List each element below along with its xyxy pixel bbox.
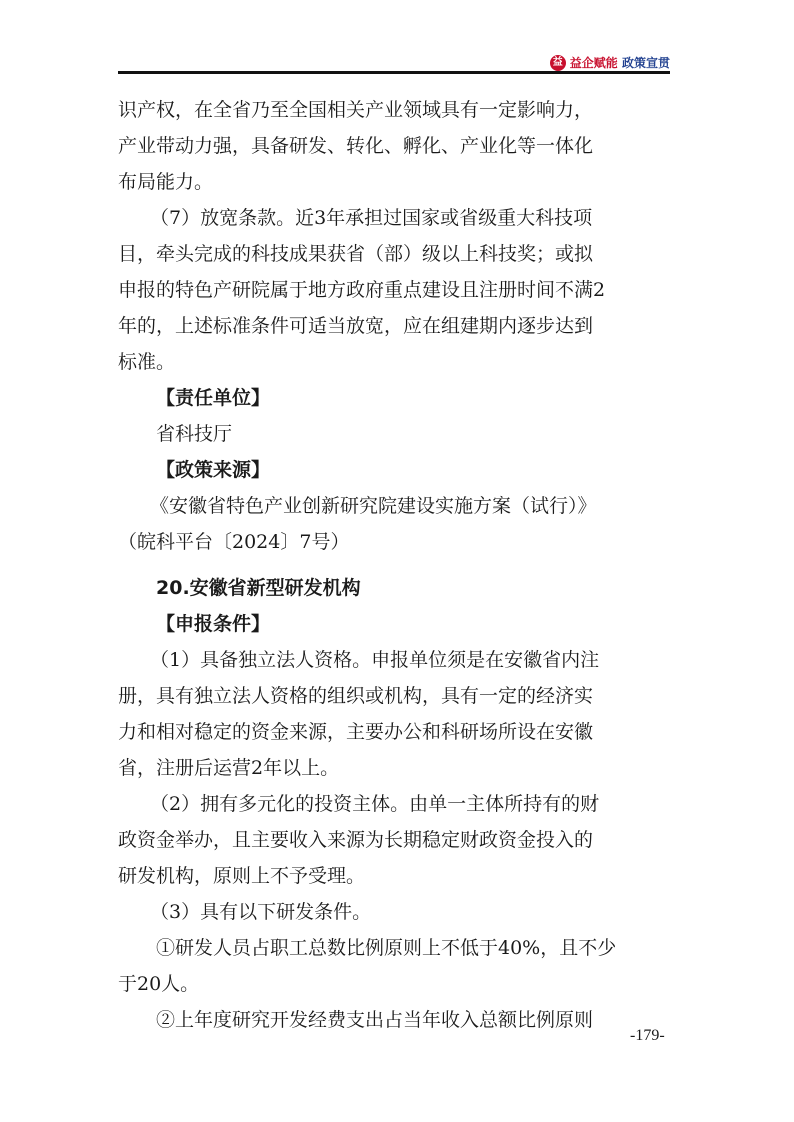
paragraph-line: 申报的特色产研院属于地方政府重点建设且注册时间不满2 — [118, 279, 606, 301]
responsible-unit: 省科技厅 — [156, 423, 233, 445]
policy-source: 《安徽省特色产业创新研究院建设实施方案（试行）》 — [150, 495, 597, 517]
brand-tagline: 政策宣贯 — [621, 56, 670, 70]
section-heading: 【政策来源】 — [156, 459, 271, 481]
spacer — [118, 560, 678, 570]
paragraph-line: （2）拥有多元化的投资主体。由单一主体所持有的财 — [150, 793, 600, 815]
paragraph-line: 于20人。 — [118, 973, 200, 995]
item-title: 20.安徽省新型研发机构 — [156, 577, 361, 599]
header-divider — [118, 71, 670, 74]
paragraph-line: 目，牵头完成的科技成果获省（部）级以上科技奖；或拟 — [118, 243, 594, 265]
section-heading: 【申报条件】 — [156, 613, 271, 635]
paragraph-line: 力和相对稳定的资金来源，主要办公和科研场所设在安徽 — [118, 721, 594, 743]
document-body — [118, 92, 678, 1038]
paragraph-line: 产业带动力强，具备研发、转化、孵化、产业化等一体化 — [118, 135, 594, 157]
paragraph-line: （3）具有以下研发条件。 — [150, 901, 372, 923]
logo-text — [570, 54, 670, 71]
brand-name: 益企赋能 — [569, 56, 618, 70]
paragraph-line: ①研发人员占职工总数比例原则上不低于40%，且不少 — [156, 937, 617, 959]
paragraph-line: 研发机构，原则上不予受理。 — [118, 865, 366, 887]
policy-source-number: （皖科平台〔2024〕7号） — [118, 531, 350, 553]
page-number: -179- — [630, 1027, 665, 1044]
paragraph-line: 布局能力。 — [118, 171, 214, 193]
paragraph-line: 识产权，在全省乃至全国相关产业领域具有一定影响力， — [118, 99, 594, 121]
paragraph-line: ②上年度研究开发经费支出占当年收入总额比例原则 — [156, 1009, 594, 1031]
paragraph-line: 政资金举办，且主要收入来源为长期稳定财政资金投入的 — [118, 829, 594, 851]
section-heading: 【责任单位】 — [156, 387, 271, 409]
paragraph-line: 年的，上述标准条件可适当放宽，应在组建期内逐步达到 — [118, 315, 594, 337]
paragraph-line: 册，具有独立法人资格的组织或机构，具有一定的经济实 — [118, 685, 594, 707]
logo-icon: 益 — [550, 55, 566, 71]
header-logo — [550, 54, 670, 71]
paragraph-line: （1）具备独立法人资格。申报单位须是在安徽省内注 — [150, 649, 600, 671]
paragraph-line: （7）放宽条款。近3年承担过国家或省级重大科技项 — [150, 207, 593, 229]
paragraph-line: 标准。 — [118, 351, 176, 373]
paragraph-line: 省，注册后运营2年以上。 — [118, 757, 340, 779]
